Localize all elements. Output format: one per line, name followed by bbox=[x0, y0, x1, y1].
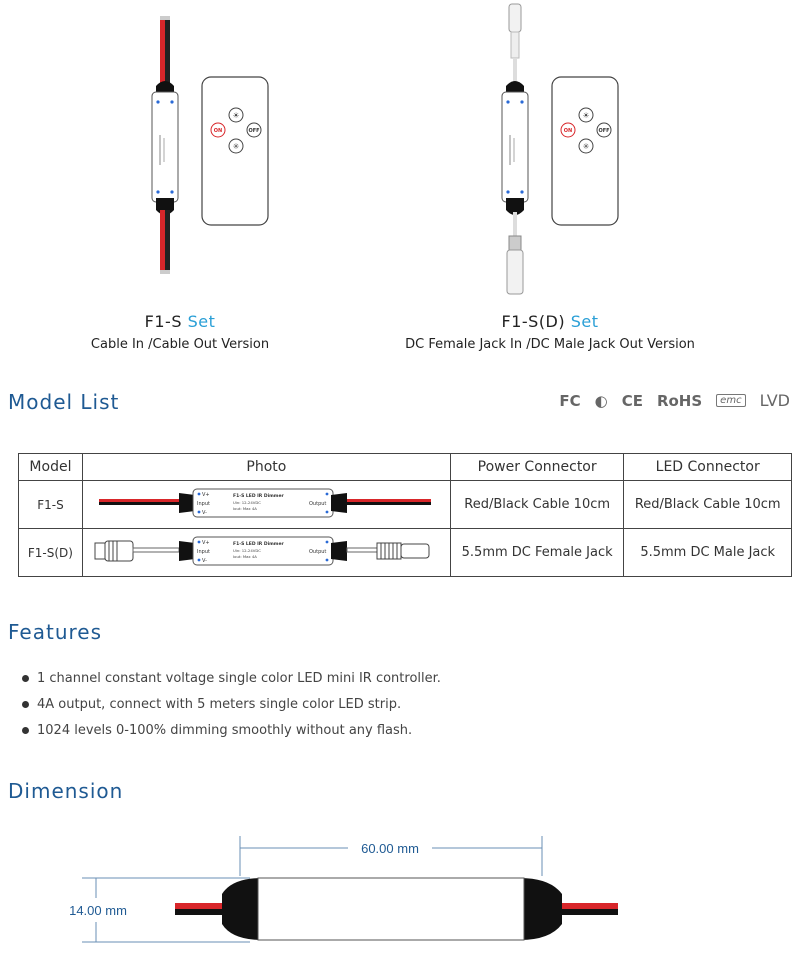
svg-text:☀: ☀ bbox=[232, 111, 240, 120]
height-label: 14.00 mm bbox=[69, 903, 127, 918]
product-model: F1-S(D) bbox=[501, 312, 566, 331]
remote-on-label: ON bbox=[213, 128, 223, 134]
rohs-logo: RoHS bbox=[656, 391, 703, 410]
input-label: Input bbox=[197, 549, 211, 555]
emc-logo: emc bbox=[716, 394, 745, 407]
f1-s-controller-image bbox=[83, 481, 449, 524]
remote-off-label: OFF bbox=[248, 128, 260, 134]
controller-name: F1-S LED IR Dimmer bbox=[233, 542, 285, 547]
product-set-word: Set bbox=[570, 312, 599, 331]
f1-s-product-image bbox=[130, 0, 290, 300]
model-table bbox=[18, 453, 792, 577]
input-label: Input bbox=[197, 501, 211, 507]
product-title bbox=[370, 312, 730, 331]
column-header: Photo bbox=[82, 454, 450, 481]
feature-text: 4A output, connect with 5 meters single color LED strip. bbox=[37, 697, 402, 712]
features-heading: Features bbox=[8, 620, 102, 644]
output-label: Output bbox=[309, 501, 327, 507]
remote-on-label: ON bbox=[563, 128, 573, 134]
ce-logo: CE bbox=[621, 391, 643, 410]
product-title bbox=[60, 312, 300, 331]
minus-label: V- bbox=[202, 558, 208, 564]
features-list bbox=[22, 666, 441, 744]
output-label: Output bbox=[309, 549, 327, 555]
controller-spec: Iout: Max 4A bbox=[233, 506, 258, 511]
list-item bbox=[22, 692, 441, 718]
remote-off-label: OFF bbox=[598, 128, 610, 134]
dimension-heading: Dimension bbox=[8, 779, 124, 803]
model-cell: F1-S bbox=[19, 481, 83, 529]
photo-cell bbox=[82, 481, 450, 529]
controller-name: F1-S LED IR Dimmer bbox=[233, 494, 285, 499]
length-label: 60.00 mm bbox=[361, 841, 419, 856]
product-caption-f1-s bbox=[60, 312, 300, 352]
f1-sd-product-image bbox=[480, 0, 640, 300]
product-set-word: Set bbox=[187, 312, 216, 331]
column-header: Model bbox=[19, 454, 83, 481]
product-description: Cable In /Cable Out Version bbox=[90, 337, 270, 352]
column-header: LED Connector bbox=[624, 454, 792, 481]
column-header: Power Connector bbox=[450, 454, 624, 481]
bullet-icon bbox=[22, 727, 29, 734]
minus-label: V- bbox=[202, 510, 208, 516]
svg-text:✳: ✳ bbox=[582, 142, 590, 151]
power-connector-cell: Red/Black Cable 10cm bbox=[450, 481, 624, 529]
model-cell: F1-S(D) bbox=[19, 529, 83, 577]
svg-text:☀: ☀ bbox=[582, 111, 590, 120]
table-row bbox=[19, 481, 792, 529]
photo-cell bbox=[82, 529, 450, 577]
certification-logos bbox=[559, 391, 790, 410]
product-description: DC Female Jack In /DC Male Jack Out Version bbox=[405, 337, 695, 352]
table-row bbox=[19, 529, 792, 577]
c-logo-icon: ◐ bbox=[594, 391, 608, 410]
feature-text: 1024 levels 0-100% dimming smoothly without any flash. bbox=[37, 723, 413, 738]
bullet-icon bbox=[22, 701, 29, 708]
plus-label: V+ bbox=[202, 492, 210, 498]
lvd-logo: LVD bbox=[759, 391, 790, 410]
plus-label: V+ bbox=[202, 540, 210, 546]
product-caption-f1-sd bbox=[370, 312, 730, 352]
svg-text:✳: ✳ bbox=[232, 142, 240, 151]
feature-text: 1 channel constant voltage single color LED mini IR controller. bbox=[37, 671, 441, 686]
controller-spec: Uin: 12-24VDC bbox=[233, 500, 262, 505]
f1-sd-controller-image bbox=[83, 529, 449, 572]
controller-spec: Uin: 12-24VDC bbox=[233, 548, 262, 553]
bullet-icon bbox=[22, 675, 29, 682]
list-item bbox=[22, 666, 441, 692]
model-list-heading: Model List bbox=[8, 390, 120, 414]
list-item bbox=[22, 718, 441, 744]
table-header-row bbox=[19, 454, 792, 481]
fcc-logo: FC bbox=[559, 391, 581, 410]
power-connector-cell: 5.5mm DC Female Jack bbox=[450, 529, 624, 577]
controller-spec: Iout: Max 4A bbox=[233, 554, 258, 559]
led-connector-cell: 5.5mm DC Male Jack bbox=[624, 529, 792, 577]
dimension-drawing bbox=[0, 828, 800, 963]
led-connector-cell: Red/Black Cable 10cm bbox=[624, 481, 792, 529]
product-model: F1-S bbox=[144, 312, 182, 331]
